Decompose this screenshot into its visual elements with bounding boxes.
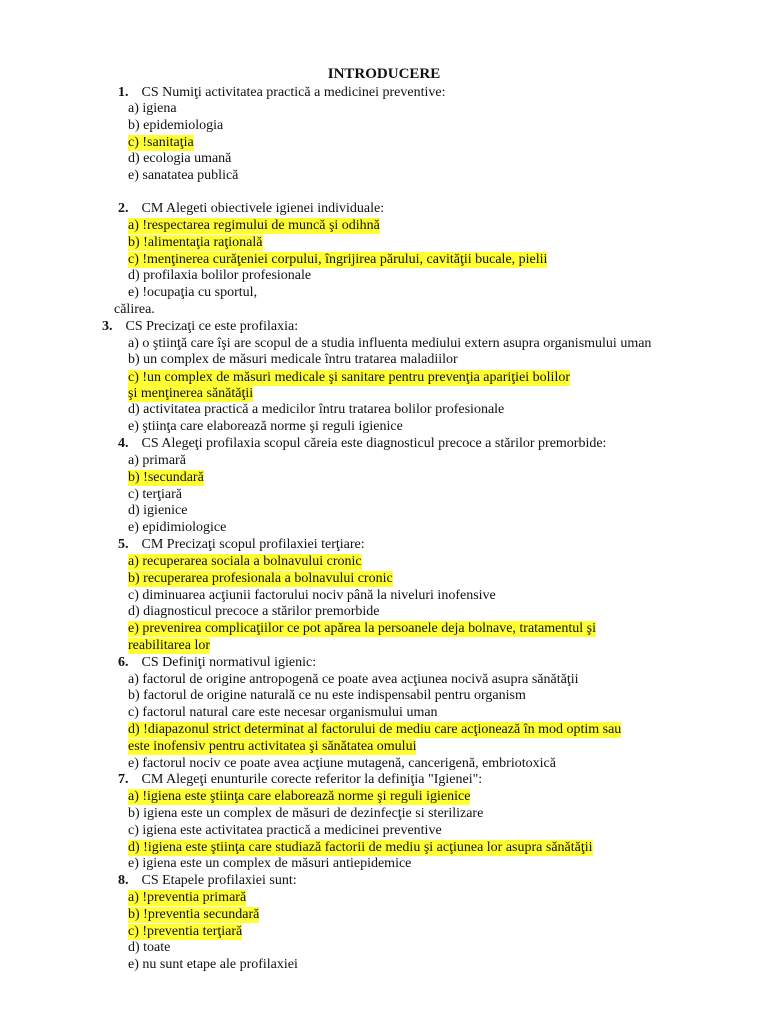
option: c) factorul natural care este necesar organismului uman: [128, 705, 438, 720]
question-text: CS Etapele profilaxiei sunt:: [141, 873, 297, 888]
option-correct: a) !igiena este ştiinţa care elaborează norme şi reguli igienice: [128, 789, 471, 804]
question-1: [118, 85, 446, 101]
option-correct: c) !menţinerea curăţeniei corpului, îngrijirea părului, cavităţii bucale, pielii: [128, 252, 548, 267]
option-correct: b) recuperarea profesionala a bolnavului cronic: [128, 571, 393, 586]
option-continuation: reabilitarea lor: [128, 638, 211, 653]
option-correct: b) !preventia secundară: [128, 907, 260, 922]
question-text: CM Alegeti obiectivele igienei individuale:: [141, 201, 385, 216]
question-number: 7.: [118, 772, 129, 787]
question-number: 3.: [102, 319, 113, 334]
page-title: INTRODUCERE: [327, 66, 441, 82]
question-text: CS Precizaţi ce este profilaxia:: [125, 319, 299, 334]
option: a) factorul de origine antropogenă ce poate avea acţiunea nocivă asupra sănătăţii: [128, 672, 579, 687]
question-3: [102, 319, 298, 335]
option: e) factorul nociv ce poate avea acţiune mutagenă, cancerigenă, embriotoxică: [128, 756, 556, 771]
question-number: 8.: [118, 873, 129, 888]
question-6: [118, 655, 316, 671]
option: e) epidimiologice: [128, 520, 227, 535]
option-correct: d) !igiena este ştiinţa care studiază factorii de mediu şi acţiunea lor asupra sănătăţii: [128, 840, 593, 855]
question-number: 6.: [118, 655, 129, 670]
option-continuation: şi menţinerea sănătăţii: [128, 386, 254, 401]
option: a) primară: [128, 453, 186, 468]
question-number: 4.: [118, 436, 129, 451]
option-correct: d) !diapazonul strict determinat al factorului de mediu care acţionează în mod optim sau: [128, 722, 622, 737]
option-correct: c) !sanitaţia: [128, 135, 194, 150]
option-correct: b) !secundară: [128, 470, 204, 485]
option: a) o ştiinţă care îşi are scopul de a studia influenta mediului extern asupra organismului uman: [128, 336, 652, 351]
option: d) profilaxia bolilor profesionale: [128, 268, 312, 283]
option-correct: b) !alimentaţia raţională: [128, 235, 263, 250]
question-text: CS Alegeţi profilaxia scopul căreia este diagnosticul precoce a stărilor premorbide:: [141, 436, 607, 451]
option: d) diagnosticul precoce a stărilor premorbide: [128, 604, 380, 619]
option: c) igiena este activitatea practică a medicinei preventive: [128, 823, 442, 838]
question-8: [118, 873, 297, 889]
question-number: 1.: [118, 85, 129, 100]
question-7: [118, 772, 482, 788]
option-correct: e) prevenirea complicaţiilor ce pot apărea la persoanele deja bolnave, tratamentul şi: [128, 621, 596, 636]
option: e) !ocupaţia cu sportul,: [128, 285, 258, 300]
question-text: CS Definiţi normativul igienic:: [141, 655, 317, 670]
option: b) un complex de măsuri medicale întru tratarea maladiilor: [128, 352, 458, 367]
question-number: 2.: [118, 201, 129, 216]
option: e) nu sunt etape ale profilaxiei: [128, 957, 298, 972]
option: b) factorul de origine naturală ce nu este indispensabil pentru organism: [128, 688, 526, 703]
option-correct: a) recuperarea sociala a bolnavului cronic: [128, 554, 362, 569]
option-correct: a) !preventia primară: [128, 890, 247, 905]
option: a) igiena: [128, 101, 177, 116]
question-number: 5.: [118, 537, 129, 552]
option: d) igienice: [128, 503, 188, 518]
option-correct: c) !un complex de măsuri medicale şi sanitare pentru prevenţia apariţiei bolilor: [128, 370, 570, 385]
question-4: [118, 436, 606, 452]
option: e) igiena este un complex de măsuri antiepidemice: [128, 856, 412, 871]
question-2: [118, 201, 384, 217]
option-continuation: este inofensiv pentru activitatea şi sănătatea omului: [128, 739, 417, 754]
option: c) diminuarea acţiunii factorului nociv până la niveluri inofensive: [128, 588, 496, 603]
option: e) ştiinţa care elaborează norme şi reguli igienice: [128, 419, 403, 434]
question-text: CS Numiţi activitatea practică a medicinei preventive:: [141, 85, 446, 100]
option-correct: c) !preventia terţiară: [128, 924, 243, 939]
option: e) sanatatea publică: [128, 168, 239, 183]
option-correct: a) !respectarea regimului de muncă şi odihnă: [128, 218, 380, 233]
question-5: [118, 537, 365, 553]
option: d) activitatea practică a medicilor întru tratarea bolilor profesionale: [128, 402, 505, 417]
option: d) ecologia umană: [128, 151, 232, 166]
question-text: CM Alegeţi enunturile corecte referitor la definiţia "Igienei":: [141, 772, 483, 787]
option: b) igiena este un complex de măsuri de dezinfecţie si sterilizare: [128, 806, 484, 821]
option: c) terţiară: [128, 487, 183, 502]
question-text: CM Precizaţi scopul profilaxiei terţiare:: [141, 537, 365, 552]
option-continuation: călirea.: [114, 302, 155, 317]
option: d) toate: [128, 940, 171, 955]
option: b) epidemiologia: [128, 118, 224, 133]
